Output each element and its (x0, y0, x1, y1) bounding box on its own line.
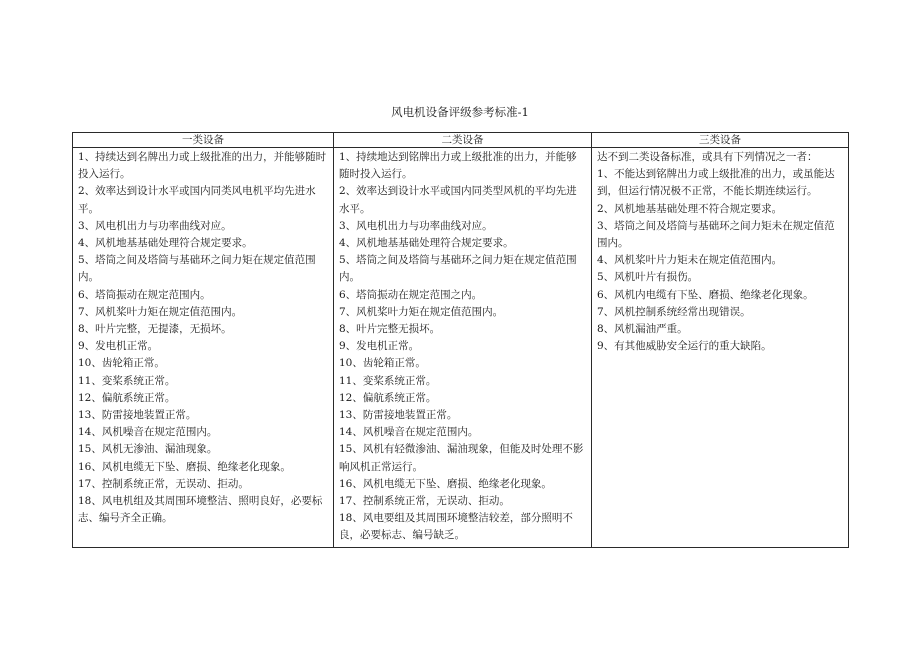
criteria-item: 11、变桨系统正常。 (78, 374, 176, 387)
criteria-item: 1、持续达到名牌出力或上级批准的出力，并能够随时投入运行。 (78, 151, 327, 181)
criteria-item: 4、风机桨叶片力矩未在规定值范围内。 (597, 254, 783, 267)
criteria-item: 9、发电机正常。 (339, 340, 420, 353)
criteria-item: 6、塔筒振动在规定范围内。 (78, 288, 211, 301)
criteria-item: 10、齿轮箱正常。 (78, 357, 165, 370)
criteria-item: 11、变桨系统正常。 (339, 374, 437, 387)
header-class-two: 二类设备 (334, 133, 592, 148)
criteria-item: 18、风电要组及其周围环境整洁较差，部分照明不良，必要标志、编号缺乏。 (339, 512, 573, 542)
criteria-item: 8、风机漏油严重。 (597, 323, 688, 336)
criteria-item: 7、风机桨叶力矩在规定值范围内。 (78, 305, 243, 318)
criteria-item: 3、塔筒之间及塔筒与基础环之间力矩未在规定值范围内。 (597, 219, 835, 250)
criteria-item: 5、塔筒之间及塔筒与基础环之间力矩在规定值范围内。 (339, 254, 577, 284)
criteria-item: 13、防雷接地装置正常。 (339, 409, 458, 422)
criteria-item: 6、风机内电缆有下坠、磨损、绝缘老化现象。 (597, 288, 814, 301)
criteria-item: 17、控制系统正常，无误动、拒动。 (78, 477, 249, 490)
criteria-item: 14、风机噪音在规定范围内。 (339, 426, 479, 439)
criteria-item: 4、风机地基基础处理符合规定要求。 (78, 237, 253, 250)
criteria-item: 7、风机控制系统经常出现错误。 (597, 305, 751, 318)
criteria-item: 18、风电机组及其周围环境整洁、照明良好，必要标志、编号齐全正确。 (78, 495, 323, 525)
table-header-row (73, 133, 849, 148)
class-one-criteria (73, 148, 334, 548)
criteria-item: 12、偏航系统正常。 (78, 391, 176, 404)
criteria-item: 1、不能达到铭牌出力或上级批准的出力，或虽能达到，但运行情况极不正常，不能长期连续运行。 (597, 168, 835, 198)
criteria-item: 15、风机有轻微渗油、漏油现象，但能及时处理不影响风机正常运行。 (339, 443, 584, 473)
criteria-item: 7、风机桨叶力矩在规定值范围内。 (339, 305, 504, 318)
class-three-criteria (592, 148, 849, 548)
criteria-item: 14、风机噪音在规定范围内。 (78, 426, 218, 439)
criteria-item: 5、风机叶片有损伤。 (597, 271, 699, 284)
grading-standard-table (72, 132, 849, 548)
criteria-item: 13、防雷接地装置正常。 (78, 409, 197, 422)
criteria-item: 8、叶片完整，无提漆，无损坏。 (78, 323, 232, 336)
document-title: 风电机设备评级参考标准-1 (391, 105, 529, 119)
criteria-item: 6、塔筒振动在规定范围之内。 (339, 288, 483, 301)
table-row (73, 148, 849, 548)
header-class-three: 三类设备 (592, 133, 849, 148)
criteria-item: 12、偏航系统正常。 (339, 391, 437, 404)
criteria-item: 2、效率达到设计水平或国内同类型风机的平均先进水平。 (339, 185, 577, 215)
criteria-item: 达不到二类设备标准，或具有下列情况之一者： (597, 151, 818, 163)
header-class-one: 一类设备 (73, 133, 334, 148)
criteria-item: 3、风电机出力与功率曲线对应。 (339, 219, 493, 232)
criteria-item: 4、风机地基基础处理符合规定要求。 (339, 237, 514, 250)
class-two-criteria (334, 148, 592, 548)
criteria-item: 1、持续地达到铭牌出力或上级批准的出力，并能够随时投入运行。 (339, 151, 577, 181)
criteria-item: 2、效率达到设计水平或国内同类风电机平均先进水平。 (78, 185, 316, 215)
criteria-item: 3、风电机出力与功率曲线对应。 (78, 219, 232, 232)
criteria-item: 15、风机无渗油、漏油现象。 (78, 443, 218, 456)
criteria-item: 16、风机电缆无下坠、磨损、绝缘老化现象。 (78, 460, 291, 473)
criteria-item: 10、齿轮箱正常。 (339, 357, 426, 370)
criteria-item: 8、叶片完整无损坏。 (339, 323, 441, 336)
criteria-item: 9、有其他威胁安全运行的重大缺陷。 (597, 340, 772, 353)
criteria-item: 16、风机电缆无下坠、磨损、绝缘老化现象。 (339, 477, 552, 490)
criteria-item: 9、发电机正常。 (78, 340, 159, 353)
criteria-item: 17、控制系统正常，无误动、拒动。 (339, 495, 510, 508)
criteria-item: 5、塔筒之间及塔筒与基础环之间力矩在规定值范围内。 (78, 254, 316, 284)
criteria-item: 2、风机地基基础处理不符合规定要求。 (597, 202, 783, 215)
